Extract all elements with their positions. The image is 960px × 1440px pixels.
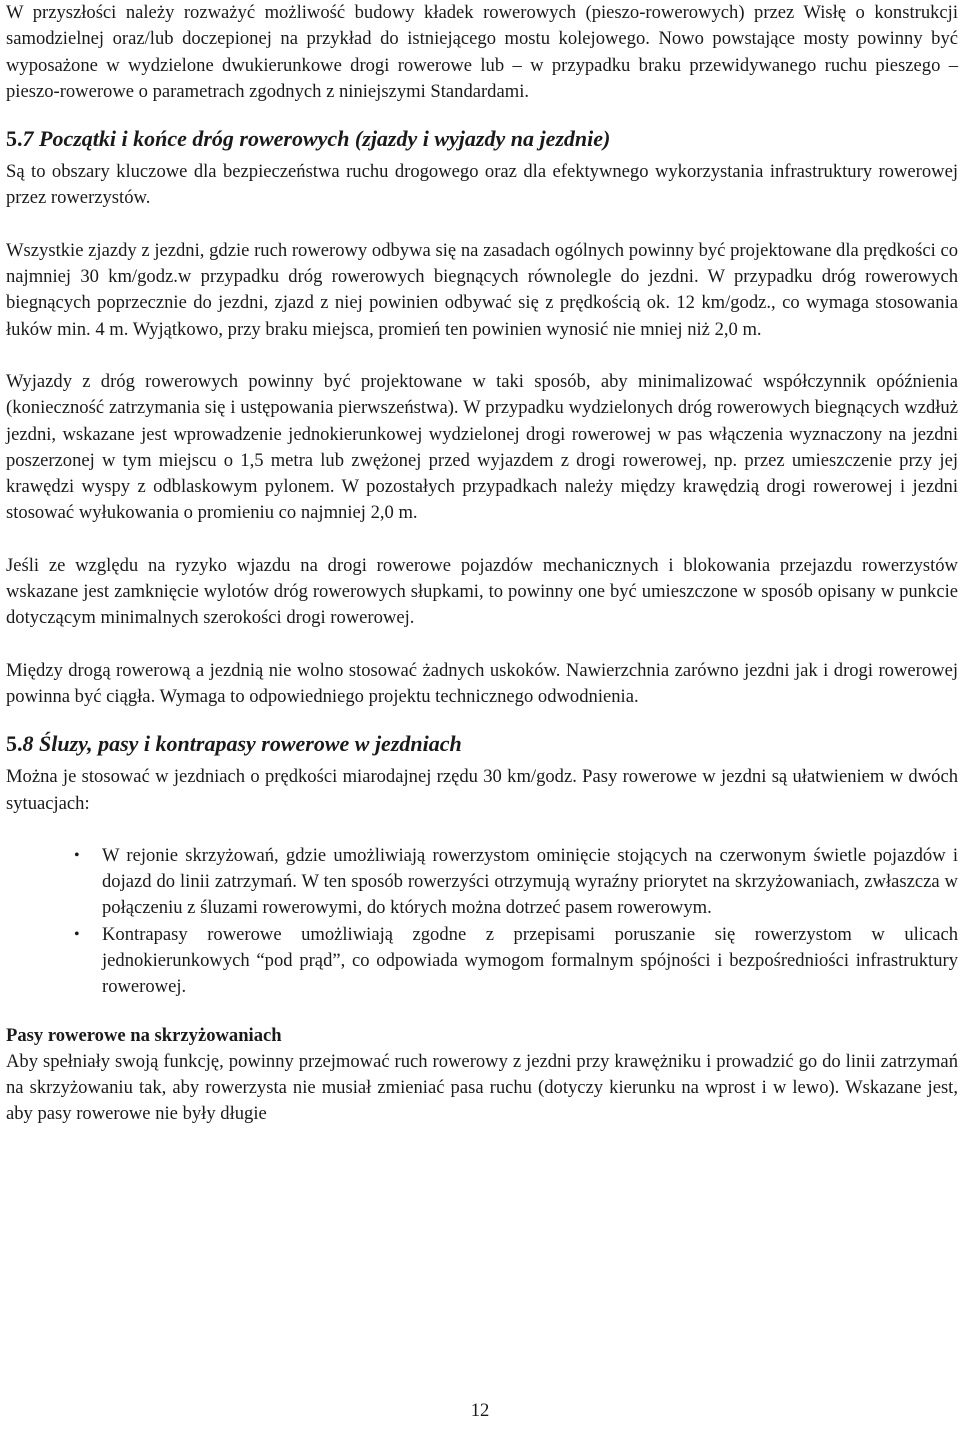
list-item bbox=[6, 922, 958, 1001]
subsection-heading: Pasy rowerowe na skrzyżowaniach bbox=[6, 1024, 282, 1046]
paragraph: Aby spełniały swoją funkcję, powinny przejmować ruch rowerowy z jezdni przy krawężniku i prowadzić go do linii zatrzymań na skrzyżowaniu tak, aby rowerzysta nie musiał zmieniać pasa ruchu (dotyczy kierunku na wprost i w lewo). Wskazane jest, aby pasy rowerowe nie były długie bbox=[6, 1050, 958, 1125]
bullet-list bbox=[6, 843, 958, 1001]
section-heading-5-7 bbox=[6, 125, 958, 153]
section-title: 7 Początki i końce dróg rowerowych (zjazdy i wyjazdy na jezdnie) bbox=[22, 126, 611, 152]
list-item-text: Kontrapasy rowerowe umożliwiają zgodne z przepisami poruszanie się rowerzystom w ulicach jednokierunkowych “pod prąd”, co odpowiada wymogom formalnym spójności i bezpośredniości infrastruktury rowerowej. bbox=[102, 923, 958, 998]
paragraph: Między drogą rowerową a jezdnią nie wolno stosować żadnych uskoków. Nawierzchnia zarówno jezdni jak i drogi rowerowej powinna być ciągła. Wymaga to odpowiedniego projektu technicznego odwodnienia. bbox=[6, 659, 958, 707]
paragraph: Jeśli ze względu na ryzyko wjazdu na drogi rowerowe pojazdów mechanicznych i blokowania przejazdu rowerzystów wskazane jest zamknięcie wylotów dróg rowerowych słupkami, to powinny one być umieszczone w sposób opisany w punkcie dotyczącym minimalnych szerokości drogi rowerowej. bbox=[6, 554, 958, 629]
paragraph: Można je stosować w jezdniach o prędkości miarodajnej rzędu 30 km/godz. Pasy rowerowe w jezdni są ułatwieniem w dwóch sytuacjach: bbox=[6, 766, 958, 814]
page-number: 12 bbox=[470, 1400, 490, 1421]
section-number: 5. bbox=[6, 731, 23, 757]
section-title: 8 Śluzy, pasy i kontrapasy rowerowe w jezdniach bbox=[22, 731, 462, 757]
paragraph: Są to obszary kluczowe dla bezpieczeństwa ruchu drogowego oraz dla efektywnego wykorzystania infrastruktury rowerowej przez rowerzystów. bbox=[6, 161, 958, 209]
paragraph: Wyjazdy z dróg rowerowych powinny być projektowane w taki sposób, aby minimalizować współczynnik opóźnienia (konieczność zatrzymania się i ustępowania pierwszeństwa). W przypadku wydzielonych dróg rowerowych biegnących wzdłuż jezdni, wskazane jest wprowadzenie jednokierunkowej wydzielonej drogi rowerowej w pas włączenia wyznaczony na jezdni poszerzonej w tym miejscu o 1,5 metra lub zwężonej przed wyjazdem z drogi rowerowej, np. przez umieszczenie przy jej krawędzi wyspy z odblaskowym pylonem. W pozostałych przypadkach należy między krawędzią drogi rowerowej i jezdni stosować wyłukowania o promieniu co najmniej 2,0 m. bbox=[6, 370, 958, 524]
bullet-icon: • bbox=[74, 925, 80, 943]
list-item bbox=[6, 843, 958, 922]
section-heading-5-8 bbox=[6, 730, 958, 758]
bullet-icon: • bbox=[74, 846, 80, 864]
section-number: 5. bbox=[6, 126, 23, 152]
list-item-text: W rejonie skrzyżowań, gdzie umożliwiają rowerzystom ominięcie stojących na czerwonym świetle pojazdów i dojazd do linii zatrzymań. W ten sposób rowerzyści otrzymują wyraźny priorytet na skrzyżowaniach, zwłaszcza w połączeniu z śluzami rowerowymi, do których można dotrzeć pasem rowerowym. bbox=[102, 844, 958, 919]
paragraph-intro: W przyszłości należy rozważyć możliwość budowy kładek rowerowych (pieszo-rowerowych) przez Wisłę o konstrukcji samodzielnej oraz/lub doczepionej na przykład do istniejącego mostu kolejowego. Nowo powstające mosty powinny być wyposażone w wydzielone dwukierunkowe drogi rowerowe lub – w przypadku braku przewidywanego ruchu pieszego – pieszo-rowerowe o parametrach zgodnych z niniejszymi Standardami. bbox=[6, 2, 958, 102]
document-page bbox=[6, 0, 958, 1128]
paragraph: Wszystkie zjazdy z jezdni, gdzie ruch rowerowy odbywa się na zasadach ogólnych powinny być projektowane dla prędkości co najmniej 30 km/godz.w przypadku dróg rowerowych biegnących równolegle do jezdni. W przypadku dróg rowerowych biegnących poprzecznie do jezdni, zjazd z niej powinien odbywać się z prędkością ok. 12 km/godz., co wymaga stosowania łuków min. 4 m. Wyjątkowo, przy braku miejsca, promień ten powinien wynosić nie mniej niż 2,0 m. bbox=[6, 239, 958, 340]
